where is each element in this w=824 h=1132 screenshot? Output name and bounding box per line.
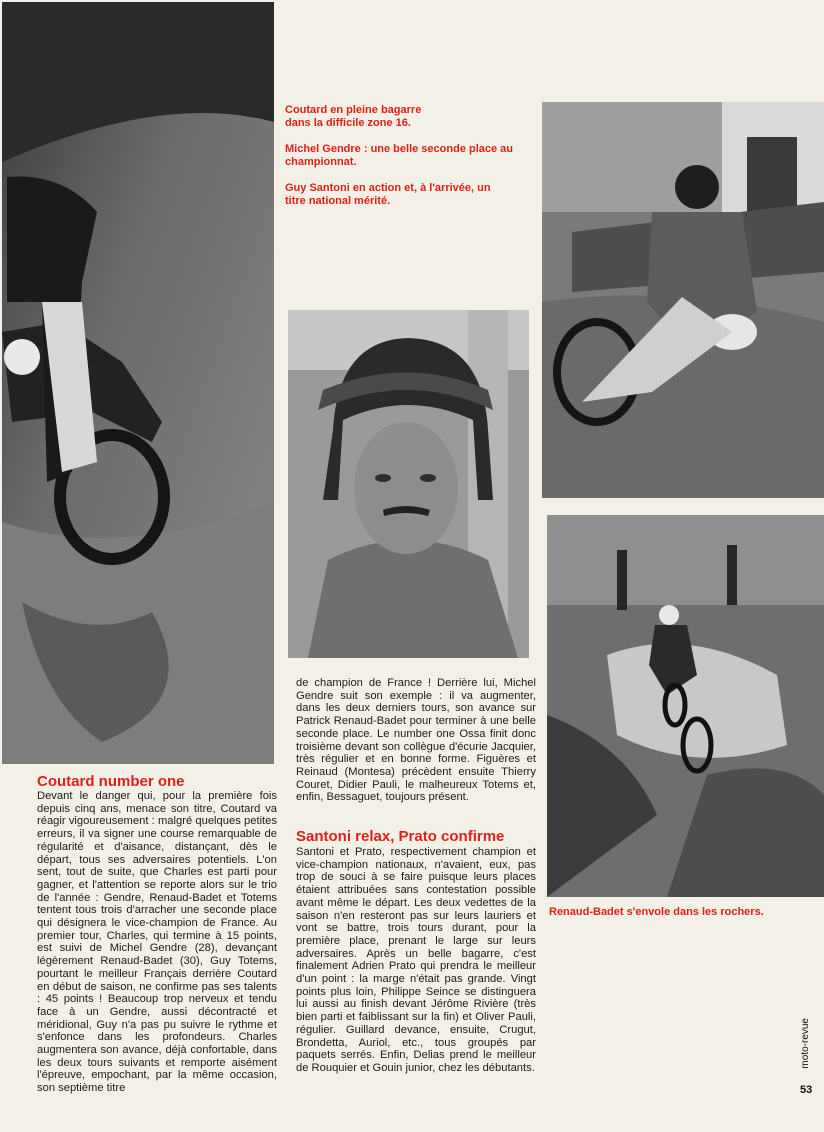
article-middle-top: de champion de France ! Derrière lui, Michel Gendre suit son exemple : il va augmenter, dans les deux derniers tours, son avance sur Patrick Renaud-Badet pour terminer à une belle seconde place. Le number one Ossa finit donc troisième devant son collègue d'écurie Jacquier, très régulier et en bonne forme. Figuères et Reinaud (Montesa) précèdent ensuite Thierry Couret, Didier Pauli, le malheureux Totems et, enfin, Bessaguet, toujours présent. bbox=[296, 677, 536, 804]
caption-santoni: Guy Santoni en action et, à l'arrivée, un titre national mérité. bbox=[285, 182, 491, 207]
captions-block bbox=[285, 104, 535, 221]
article-left-column: Devant le danger qui, pour la première fois depuis cinq ans, menace son titre, Coutard va réagir vigoureusement : malgré quelques petites erreurs, il va signer une course remarquable de régularité et d'aisance, distançant, dès le départ, tous ses adversaires potentiels. L'on sent, tout de suite, que Charles est parti pour gagner, et l'attention se reporte alors sur le trio de l'année : Gendre, Renaud-Badet et Totems tentent tous trois d'arracher une seconde place qui désignera le vice-champion de France. Au premier tour, Charles, qui termine à 15 points, est suivi de Michel Gendre (28), devançant légèrement Renaud-Badet (30), Guy Totems, pourtant le meilleur Français derrière Coutard en début de saison, ne confirme pas ses talents : 45 points ! Beaucoup trop nerveux et tendu face à un Gendre, aussi décontracté et méridional, Guy n'a pas pu suivre le rythme et s'enfonce dans les profondeurs. Charles augmentera son avance, déjà confortable, dans les deux tours suivants et remporte aisément l'épreuve, empochant, par la même occasion, son septième titre bbox=[37, 790, 277, 1095]
photo-gendre-portrait bbox=[288, 310, 529, 658]
article-middle-bottom: Santoni et Prato, respectivement champion et vice-champion nationaux, n'avaient, eux, pas trop de souci à se faire puisque leurs places étaient attribuées sans contestation possible avant même le départ. Les deux vedettes de la saison n'en resteront pas sur leurs lauriers et vont se battre, trois tours durant, pour la première place, prenant le large sur leurs adversaires. Après un belle bagarre, c'est finalement Adrien Prato qui prendra le meilleur d'un point : la marge n'était pas grande. Vingt points plus loin, Philippe Seince se distinguera lui aussi au finish devant Jérôme Rivière (très bien parti et faiblissant sur la fin) et Oliver Pauli, régulier. Guillard devance, ensuite, Crugut, Brondetta, Auriol, etc., tous groupés par paquets serrés. Enfin, Delias prend le meilleur de Rouquier et Gouin junior, chez les débutants. bbox=[296, 846, 536, 1074]
photo-coutard-zone16-image bbox=[2, 2, 274, 764]
photo-santoni-action-image bbox=[542, 102, 824, 498]
caption-renaud-badet: Renaud-Badet s'envole dans les rochers. bbox=[549, 906, 764, 918]
photo-gendre-portrait-image bbox=[288, 310, 529, 658]
heading-coutard-number-one: Coutard number one bbox=[37, 773, 185, 790]
photo-renaud-badet-image bbox=[547, 515, 824, 897]
page-number: 53 bbox=[800, 1084, 813, 1096]
photo-renaud-badet bbox=[547, 515, 824, 897]
caption-gendre: Michel Gendre : une belle seconde place au championnat. bbox=[285, 143, 514, 168]
photo-coutard-zone16 bbox=[2, 2, 274, 764]
photo-santoni-action bbox=[542, 102, 824, 498]
magazine-name: moto-revue bbox=[800, 1018, 811, 1069]
caption-coutard: Coutard en pleine bagarre dans la difficile zone 16. bbox=[285, 104, 422, 129]
heading-santoni-relax: Santoni relax, Prato confirme bbox=[296, 828, 505, 845]
